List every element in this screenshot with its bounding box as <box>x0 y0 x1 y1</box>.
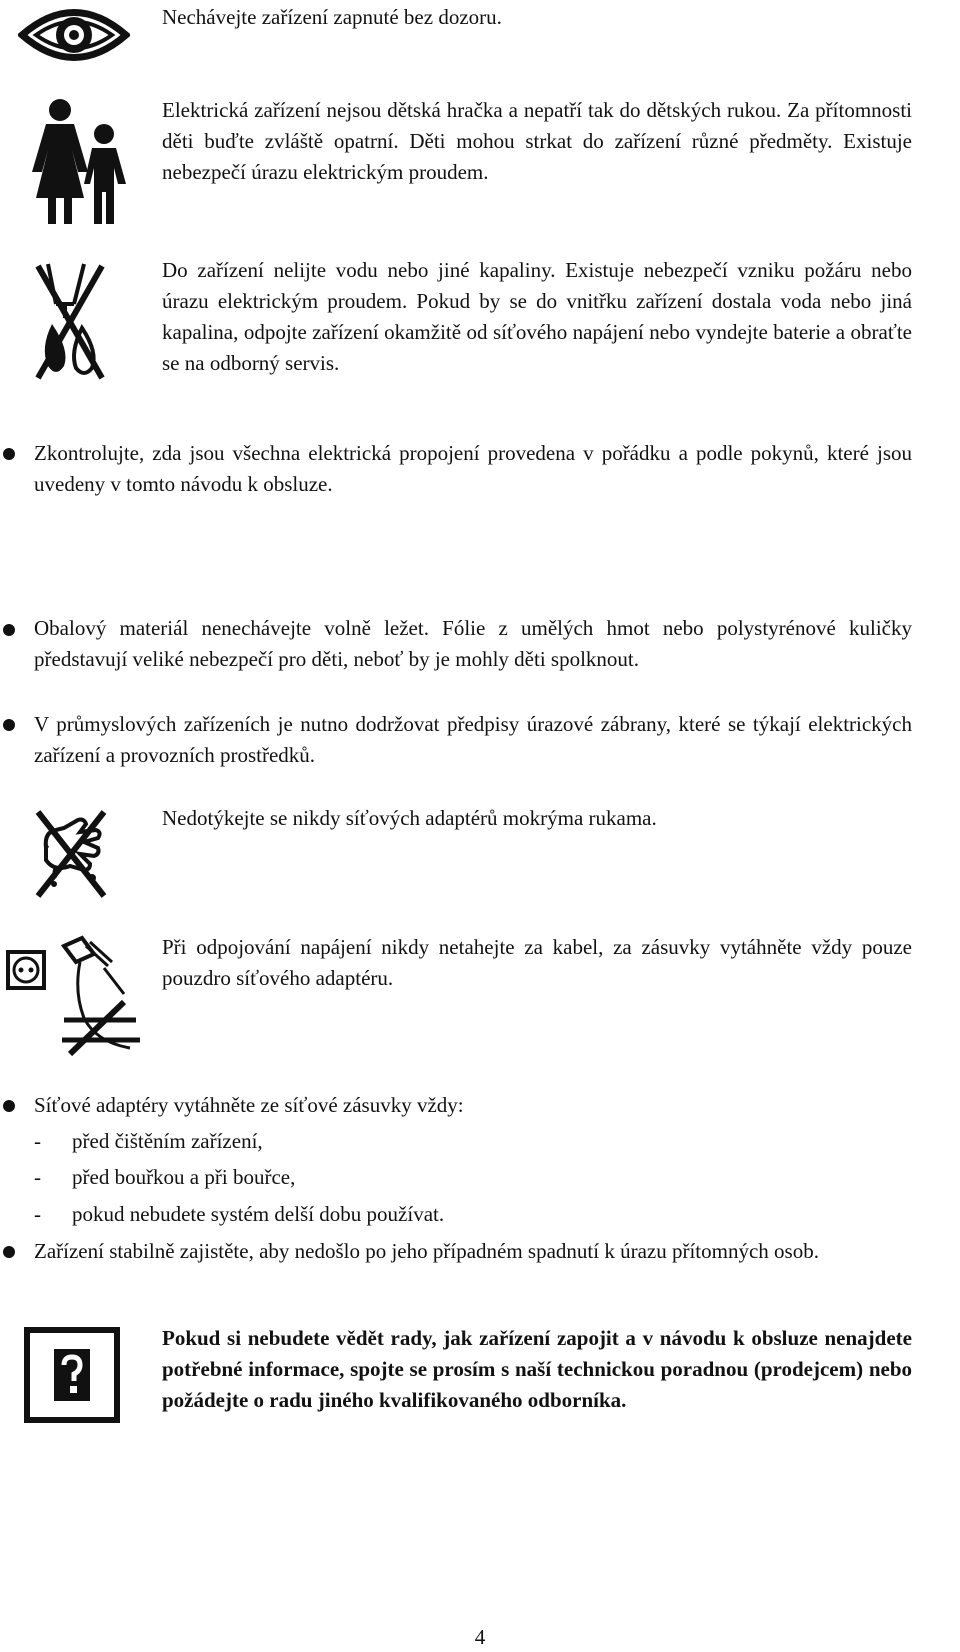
industrial-rules-text: V průmyslových zařízeních je nutno dodržovat předpisy úrazové zábrany, které se týkají elektrických zařízení a provozních prostředků. <box>34 712 912 767</box>
unplug-lead-text: Síťové adaptéry vytáhněte ze síťové zásuvky vždy: <box>34 1093 464 1117</box>
list-item <box>34 1126 263 1157</box>
unplug-item-cleaning: před čištěním zařízení, <box>72 1129 263 1153</box>
dash-marker: - <box>34 1165 41 1189</box>
no-pull-cable-icon <box>4 932 142 1058</box>
bullet-dot <box>3 1246 15 1258</box>
bullet-dot <box>3 719 15 731</box>
bullet-dot <box>3 1100 15 1112</box>
warning-liquids-text: Do zařízení nelijte vodu nebo jiné kapaliny. Existuje nebezpečí vzniku požáru nebo úrazu elektrickým proudem. Pokud by se do vnitřku zařízení dostala voda nebo jiná kapalina, odpojte zařízení okamžitě od síťového napájení nebo vyndejte baterie a obraťte se na odborný servis. <box>162 258 912 375</box>
question-icon <box>24 1327 120 1423</box>
unplug-item-storm: před bouřkou a při bouřce, <box>72 1165 296 1189</box>
unplug-item-unused: pokud nebudete systém delší dobu používat. <box>72 1202 445 1226</box>
list-item <box>34 1199 444 1230</box>
stability-text: Zařízení stabilně zajistěte, aby nedošlo po jeho případném spadnutí k úrazu přítomných osob. <box>34 1239 819 1263</box>
dash-marker: - <box>34 1129 41 1153</box>
bullet-dot <box>3 448 15 460</box>
children-icon <box>28 98 130 226</box>
eye-icon <box>18 4 130 66</box>
no-liquids-icon <box>34 258 106 384</box>
check-connections-text: Zkontrolujte, zda jsou všechna elektrická propojení provedena v pořádku a podle pokynů, které jsou uvedeny v tomto návodu k obsluze. <box>34 441 912 496</box>
dash-marker: - <box>34 1202 41 1226</box>
packaging-warning-text: Obalový materiál nenechávejte volně ležet. Fólie z umělých hmot nebo polystyrénové kuličky představují veliké nebezpečí pro děti, neboť by je mohly děti spolknout. <box>34 616 912 671</box>
bullet-dot <box>3 624 15 636</box>
help-text: Pokud si nebudete vědět rady, jak zařízení zapojit a v návodu k obsluze nenajdete potřebné informace, spojte se prosím s naší technickou poradnou (prodejcem) nebo požádejte o radu jiného kvalifikovaného odborníka. <box>162 1326 912 1412</box>
warning-children-text: Elektrická zařízení nejsou dětská hračka a nepatří tak do dětských rukou. Za přítomnosti děti buďte zvláště opatrní. Děti mohou strkat do zařízení různé předměty. Existuje nebezpečí úrazu elektrickým proudem. <box>162 98 912 184</box>
no-wet-hands-icon <box>34 808 108 900</box>
page-number: 4 <box>474 1625 486 1649</box>
wet-hands-text: Nedotýkejte se nikdy síťových adaptérů mokrýma rukama. <box>162 806 657 830</box>
pull-cable-text: Při odpojování napájení nikdy netahejte za kabel, za zásuvky vytáhněte vždy pouze pouzdro síťového adaptéru. <box>162 935 912 990</box>
list-item <box>34 1162 295 1193</box>
warning-unattended-text: Nechávejte zařízení zapnuté bez dozoru. <box>162 5 502 29</box>
